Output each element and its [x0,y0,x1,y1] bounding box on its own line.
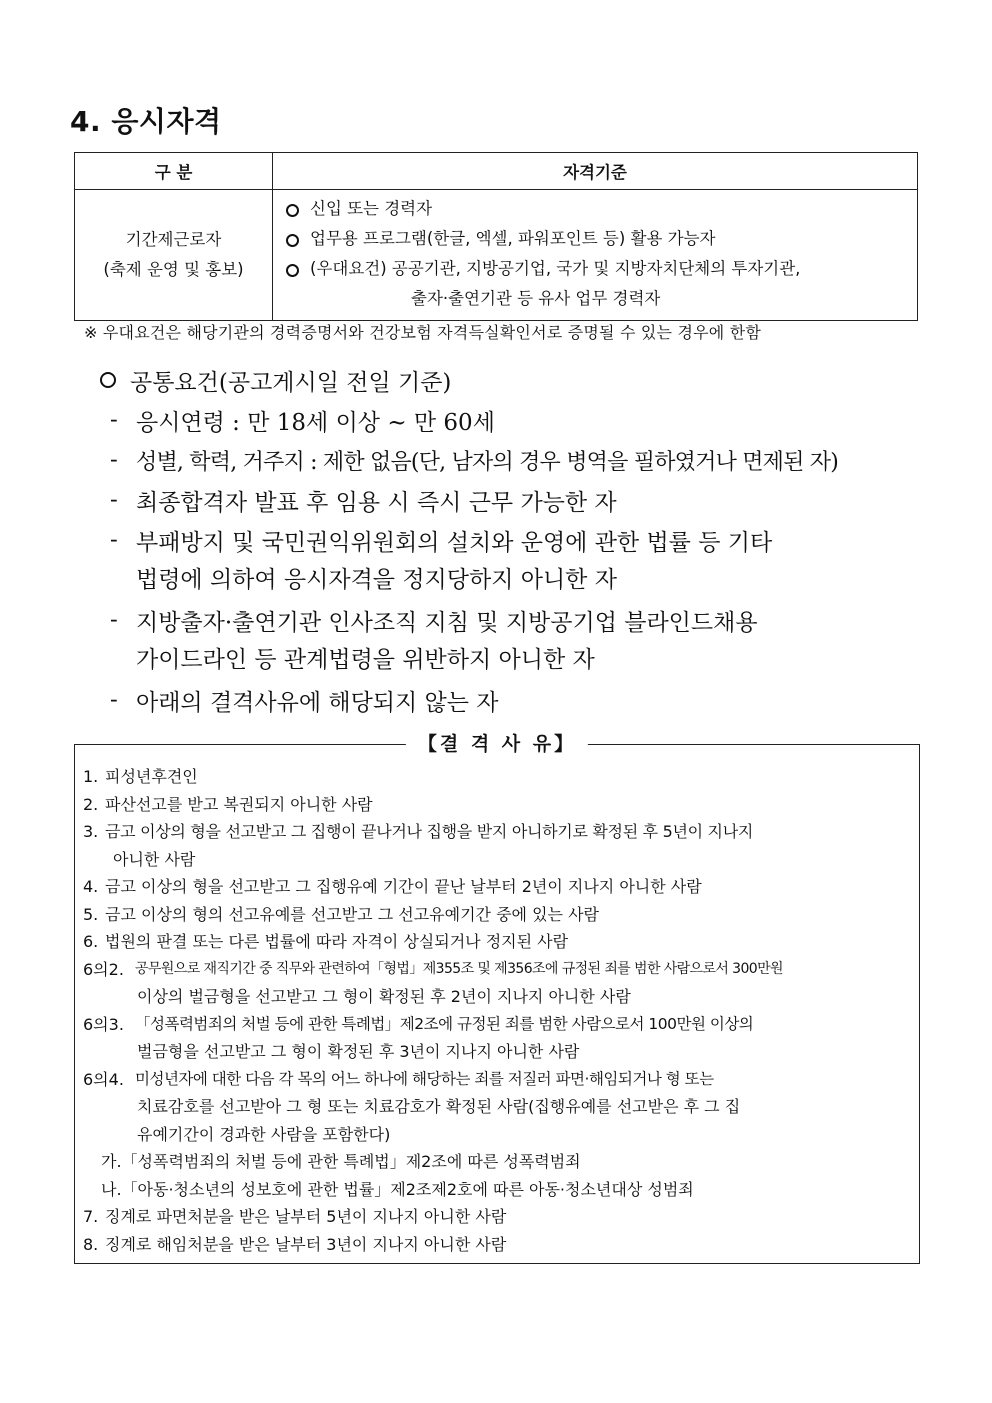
circle-bullet-icon [286,264,299,277]
list-item [83,1231,911,1259]
item-number: 6의2. [83,959,124,979]
item-text: 징계로 해임처분을 받은 날부터 3년이 지나지 아니한 사람 [105,1234,507,1254]
item-text: 금고 이상의 형을 선고받고 그 집행유예 기간이 끝난 날부터 2년이 지나지 아니한 사람 [105,877,702,896]
item-number: 8. [83,1234,99,1254]
criteria-text: (우대요건) 공공기관, 지방공기업, 국가 및 지방자치단체의 투자기관, [310,259,801,278]
criteria-text: 신입 또는 경력자 [310,199,433,218]
item-number: 4. [83,877,99,896]
item-continuation: 벌금형을 선고받고 그 형이 확정된 후 3년이 지나지 아니한 사람 [137,1042,580,1061]
division-line1: 기간제근로자 [125,230,222,249]
sub-item: 나.「아동·청소년의 성보호에 관한 법률」제2조제2호에 따른 아동·청소년대상 성범죄 [101,1179,694,1199]
dash-bullet-icon: - [110,407,118,433]
common-item-text: 응시연령 : 만 18세 이상 ~ 만 60세 [136,409,495,436]
item-text: 징계로 파면처분을 받은 날부터 5년이 지나지 아니한 사람 [105,1207,507,1226]
item-number: 6의3. [83,1014,124,1034]
list-item [96,440,838,480]
item-continuation: 치료감호를 선고받아 그 형 또는 치료감호가 확정된 사람(집행유예를 선고받은 후 그 집 [137,1097,741,1116]
item-text: 공무원으로 재직기간 중 직무와 관련하여「형법」제355조 및 제356조에 규정된 죄를 범한 사람으로서 300만원 [135,960,783,977]
item-number: 5. [83,904,99,924]
criteria-cell [273,190,918,321]
table-row [75,190,918,321]
common-item-text: 지방출자·출연기관 인사조직 지침 및 지방공기업 블라인드채용 [136,609,758,636]
criteria-item [283,194,907,224]
item-number: 2. [83,794,99,814]
item-number: 6. [83,932,99,951]
list-item [83,1203,911,1231]
common-title-text: 공통요건(공고게시일 전일 기준) [130,369,452,396]
dash-bullet-icon: - [110,487,118,513]
list-item [96,520,838,560]
dash-bullet-icon: - [110,687,118,713]
item-text: 미성년자에 대한 다음 각 목의 어느 하나에 해당하는 죄를 저질러 파면·해임되거나 형 또는 [135,1069,714,1088]
item-text: 피성년후견인 [105,767,198,786]
item-number: 3. [83,822,99,841]
disqualification-list [83,763,911,1258]
criteria-item [283,224,907,254]
table-header-row [75,153,918,190]
list-item [96,680,838,720]
item-continuation: 아니한 사람 [113,849,196,869]
list-item [96,480,838,520]
list-item [83,901,911,929]
item-number: 6의4. [83,1069,124,1089]
header-criteria: 자격기준 [273,153,918,190]
item-number: 7. [83,1207,99,1226]
list-item [83,1011,911,1039]
header-division: 구 분 [75,153,273,190]
circle-bullet-icon [286,234,299,247]
division-line2: (축제 운영 및 홍보) [103,260,244,279]
sub-item: 가.「성폭력범죄의 처벌 등에 관한 특례법」제2조에 따른 성폭력범죄 [101,1152,581,1171]
common-title [96,360,838,400]
common-item-text: 아래의 결격사유에 해당되지 않는 자 [136,689,499,716]
criteria-continuation: 출자·출연기관 등 유사 업무 경력자 [411,289,661,308]
list-item [83,763,911,791]
common-item-text: 성별, 학력, 거주지 : 제한 없음(단, 남자의 경우 병역을 필하였거나 면제된 자) [136,449,838,475]
dash-bullet-icon: - [110,607,118,633]
criteria-text: 업무용 프로그램(한글, 엑셀, 파워포인트 등) 활용 가능자 [310,229,716,248]
item-text: 파산선고를 받고 복권되지 아니한 사람 [105,794,373,814]
item-text: 금고 이상의 형의 선고유예를 선고받고 그 선고유예기간 중에 있는 사람 [105,904,599,924]
item-number: 1. [83,767,99,786]
common-item-text: 최종합격자 발표 후 임용 시 즉시 근무 가능한 자 [136,489,617,516]
common-item-text: 부패방지 및 국민권익위원회의 설치와 운영에 관한 법률 등 기타 [136,529,773,556]
section-title: 4. 응시자격 [70,105,222,138]
common-requirements [96,360,838,720]
list-item [83,1066,911,1094]
item-text: 금고 이상의 형을 선고받고 그 집행이 끝나거나 집행을 받지 아니하기로 확정된 후 5년이 지나지 [105,822,754,841]
division-cell [75,190,273,321]
item-text: 법원의 판결 또는 다른 법률에 따라 자격이 상실되거나 정지된 사람 [105,932,569,951]
common-item-continuation: 법령에 의하여 응시자격을 정지당하지 아니한 자 [136,567,617,593]
disqualification-box [74,733,920,1264]
disqualification-title: 【결 격 사 유】 [406,729,588,756]
item-continuation: 이상의 벌금형을 선고받고 그 형이 확정된 후 2년이 지나지 아니한 사람 [137,987,631,1006]
item-text: 「성폭력범죄의 처벌 등에 관한 특례법」제2조에 규정된 죄를 범한 사람으로서 100만원 이상의 [135,1014,754,1033]
list-item [96,400,838,440]
qualification-table [74,152,918,321]
list-item [83,956,911,984]
preference-note: ※ 우대요건은 해당기관의 경력증명서와 건강보험 자격득실확인서로 증명될 수 있는 경우에 한함 [84,323,762,342]
list-item [83,928,911,956]
circle-bullet-icon [100,372,116,388]
common-item-continuation: 가이드라인 등 관계법령을 위반하지 아니한 자 [136,647,595,673]
item-continuation: 유예기간이 경과한 사람을 포함한다) [137,1124,391,1144]
list-item [83,791,911,819]
circle-bullet-icon [286,204,299,217]
list-item [83,873,911,901]
list-item [83,818,911,846]
dash-bullet-icon: - [110,527,118,553]
criteria-item [283,254,907,284]
list-item [96,600,838,640]
dash-bullet-icon: - [110,447,118,473]
